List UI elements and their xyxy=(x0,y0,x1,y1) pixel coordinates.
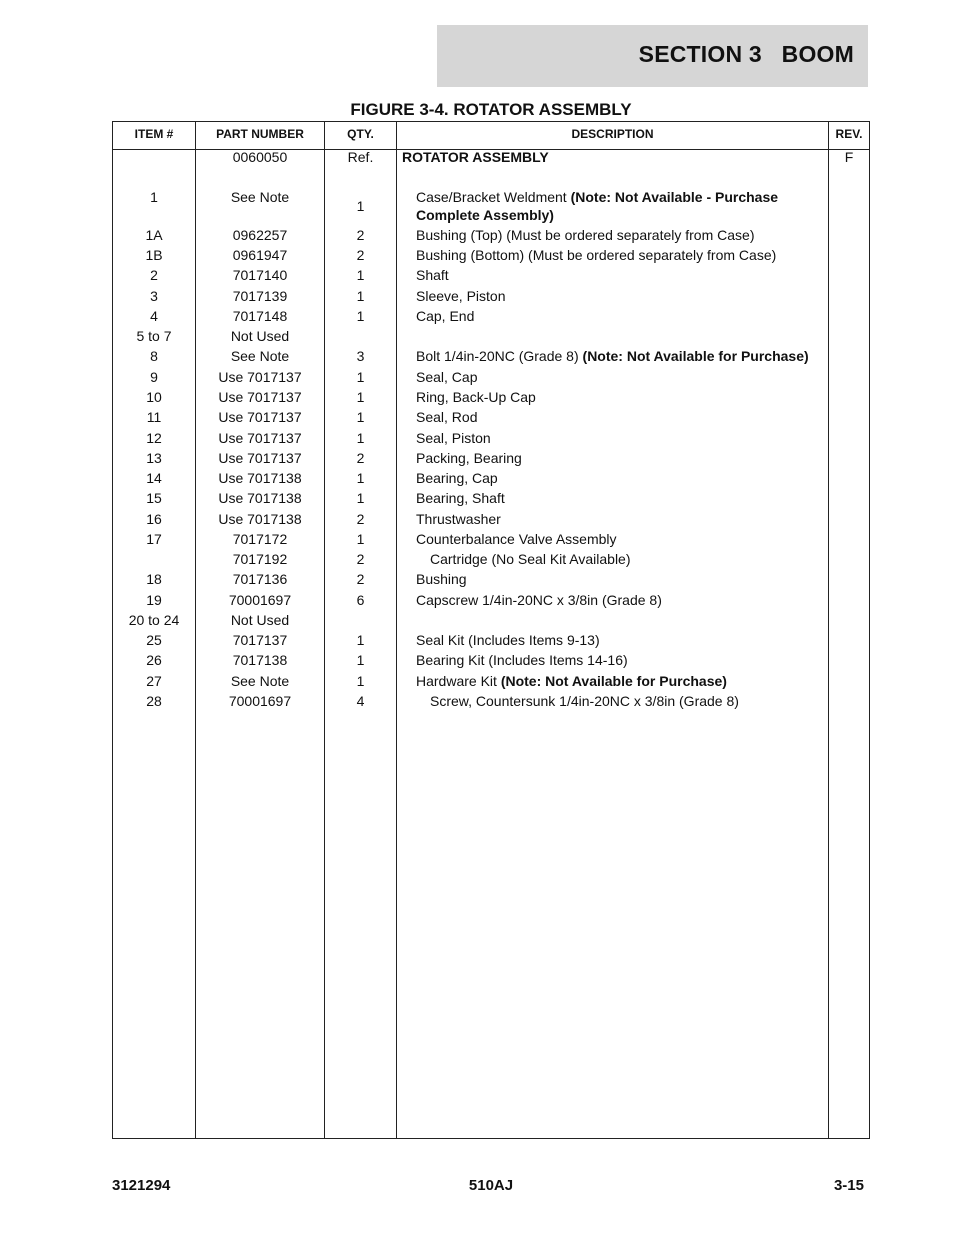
description xyxy=(416,408,836,426)
description-text: Bearing, Shaft xyxy=(416,490,505,506)
part-number: Use 7017138 xyxy=(218,490,302,506)
item-number: 2 xyxy=(150,267,158,283)
item-number: 17 xyxy=(146,531,162,547)
item-number: 10 xyxy=(146,389,162,405)
description-text: Cartridge (No Seal Kit Available) xyxy=(430,551,631,567)
description xyxy=(416,307,836,325)
description-text: Case/Bracket Weldment xyxy=(416,189,571,205)
item-number: 1A xyxy=(145,227,163,243)
description-note: (Note: Not Available for Purchase) xyxy=(500,673,727,689)
footer-page-number: 3-15 xyxy=(833,1177,864,1194)
part-number: 7017148 xyxy=(232,308,288,324)
part-number: 7017139 xyxy=(232,288,288,304)
description-note: (Note: Not Available for Purchase) xyxy=(582,348,809,364)
item-number: 20 to 24 xyxy=(128,612,180,628)
part-number: See Note xyxy=(230,348,290,364)
item-number: 12 xyxy=(146,430,162,446)
section-title: SECTION 3 BOOM xyxy=(638,41,854,67)
revision: F xyxy=(844,149,854,165)
description xyxy=(416,429,836,447)
item-number: 5 to 7 xyxy=(136,328,172,344)
column-header-qty: QTY. xyxy=(347,127,374,141)
quantity: Ref. xyxy=(347,149,374,165)
description-note: ROTATOR ASSEMBLY xyxy=(402,149,549,165)
quantity: 2 xyxy=(356,247,365,263)
part-number: 70001697 xyxy=(228,693,292,709)
part-number: 0961947 xyxy=(232,247,288,263)
item-number: 26 xyxy=(146,652,162,668)
item-number: 16 xyxy=(146,511,162,527)
quantity: 1 xyxy=(356,470,365,486)
description-text: Bushing (Bottom) (Must be ordered separately from Case) xyxy=(416,247,777,263)
parts-table xyxy=(112,121,870,1139)
description xyxy=(416,368,836,386)
part-number: 0060050 xyxy=(232,149,288,165)
quantity: 2 xyxy=(356,551,365,567)
quantity: 2 xyxy=(356,571,365,587)
description xyxy=(416,672,836,690)
quantity: 2 xyxy=(356,450,365,466)
description-text: Seal, Rod xyxy=(416,409,478,425)
description xyxy=(416,591,836,609)
quantity: 2 xyxy=(356,511,365,527)
description-text: Thrustwasher xyxy=(416,511,501,527)
part-number: See Note xyxy=(230,189,290,205)
part-number: 0962257 xyxy=(232,227,288,243)
part-number: Use 7017137 xyxy=(218,430,302,446)
item-number: 8 xyxy=(150,348,158,364)
part-number: Use 7017137 xyxy=(218,409,302,425)
description xyxy=(402,148,822,166)
quantity: 1 xyxy=(356,267,365,283)
item-number: 18 xyxy=(146,571,162,587)
description xyxy=(416,510,836,528)
quantity: 1 xyxy=(356,288,365,304)
part-number: 7017172 xyxy=(232,531,288,547)
quantity: 1 xyxy=(356,490,365,506)
figure-title: FIGURE 3-4. ROTATOR ASSEMBLY xyxy=(350,100,632,119)
description xyxy=(416,266,836,284)
description xyxy=(430,692,850,710)
part-number: See Note xyxy=(230,673,290,689)
description xyxy=(416,570,836,588)
item-number: 11 xyxy=(146,409,162,425)
description-text: Sleeve, Piston xyxy=(416,288,506,304)
description xyxy=(430,550,850,568)
description-text: Bushing xyxy=(416,571,467,587)
quantity: 1 xyxy=(356,531,365,547)
part-number: Use 7017137 xyxy=(218,369,302,385)
quantity: 1 xyxy=(356,308,365,324)
description-text: Seal, Piston xyxy=(416,430,491,446)
item-number: 1B xyxy=(145,247,163,263)
description-text: Hardware Kit xyxy=(416,673,501,689)
description-text: Bearing, Cap xyxy=(416,470,498,486)
quantity: 1 xyxy=(356,369,365,385)
quantity: 2 xyxy=(356,227,365,243)
item-number: 19 xyxy=(146,592,162,608)
item-number: 27 xyxy=(146,673,162,689)
description-text: Screw, Countersunk 1/4in-20NC x 3/8in (Grade 8) xyxy=(430,693,739,709)
description-text: Cap, End xyxy=(416,308,475,324)
column-header-rev: REV. xyxy=(835,127,863,141)
part-number: 7017137 xyxy=(232,632,288,648)
quantity: 1 xyxy=(356,673,365,689)
item-number: 15 xyxy=(146,490,162,506)
description-text: Capscrew 1/4in-20NC x 3/8in (Grade 8) xyxy=(416,592,662,608)
description-note: (Note: Not Available - Purchase Complete Assembly) xyxy=(416,189,779,223)
quantity: 1 xyxy=(356,430,365,446)
quantity: 4 xyxy=(356,693,365,709)
quantity: 1 xyxy=(356,198,365,214)
part-number: Use 7017138 xyxy=(218,511,302,527)
description xyxy=(416,651,836,669)
section-header-box xyxy=(437,25,868,87)
description xyxy=(416,469,836,487)
part-number: 7017192 xyxy=(232,551,288,567)
description xyxy=(416,188,836,224)
part-number: 70001697 xyxy=(228,592,292,608)
footer-doc-number: 3121294 xyxy=(112,1177,171,1194)
part-number: Use 7017138 xyxy=(218,470,302,486)
column-header-part-number: PART NUMBER xyxy=(216,127,304,141)
part-number: 7017138 xyxy=(232,652,288,668)
column-header-description: DESCRIPTION xyxy=(571,127,654,141)
description xyxy=(416,489,836,507)
description-text: Counterbalance Valve Assembly xyxy=(416,531,617,547)
description-text: Bushing (Top) (Must be ordered separately from Case) xyxy=(416,227,755,243)
description-text: Bolt 1/4in-20NC (Grade 8) xyxy=(416,348,583,364)
item-number: 3 xyxy=(150,288,158,304)
description xyxy=(416,530,836,548)
quantity: 1 xyxy=(356,652,365,668)
description xyxy=(416,631,836,649)
part-number: Use 7017137 xyxy=(218,450,302,466)
description xyxy=(416,287,836,305)
description xyxy=(416,449,836,467)
quantity: 3 xyxy=(356,348,365,364)
footer-model: 510AJ xyxy=(468,1177,514,1194)
description-text: Bearing Kit (Includes Items 14-16) xyxy=(416,652,628,668)
description-text: Seal, Cap xyxy=(416,369,478,385)
part-number: 7017136 xyxy=(232,571,288,587)
description-text: Ring, Back-Up Cap xyxy=(416,389,536,405)
description-text: Seal Kit (Includes Items 9-13) xyxy=(416,632,600,648)
column-header-item: ITEM # xyxy=(134,127,174,141)
description-text: Packing, Bearing xyxy=(416,450,522,466)
item-number: 28 xyxy=(146,693,162,709)
description xyxy=(416,226,836,244)
item-number: 25 xyxy=(146,632,162,648)
item-number: 13 xyxy=(146,450,162,466)
quantity: 6 xyxy=(356,592,365,608)
item-number: 9 xyxy=(150,369,158,385)
part-number: Not Used xyxy=(230,612,290,628)
part-number: Use 7017137 xyxy=(218,389,302,405)
item-number: 14 xyxy=(146,470,162,486)
item-number: 1 xyxy=(150,189,158,205)
quantity: 1 xyxy=(356,632,365,648)
column-divider xyxy=(396,122,397,1138)
part-number: 7017140 xyxy=(232,267,288,283)
part-number: Not Used xyxy=(230,328,290,344)
description xyxy=(416,347,836,365)
quantity: 1 xyxy=(356,409,365,425)
quantity: 1 xyxy=(356,389,365,405)
description-text: Shaft xyxy=(416,267,449,283)
item-number: 4 xyxy=(150,308,158,324)
description xyxy=(416,388,836,406)
description xyxy=(416,246,836,264)
